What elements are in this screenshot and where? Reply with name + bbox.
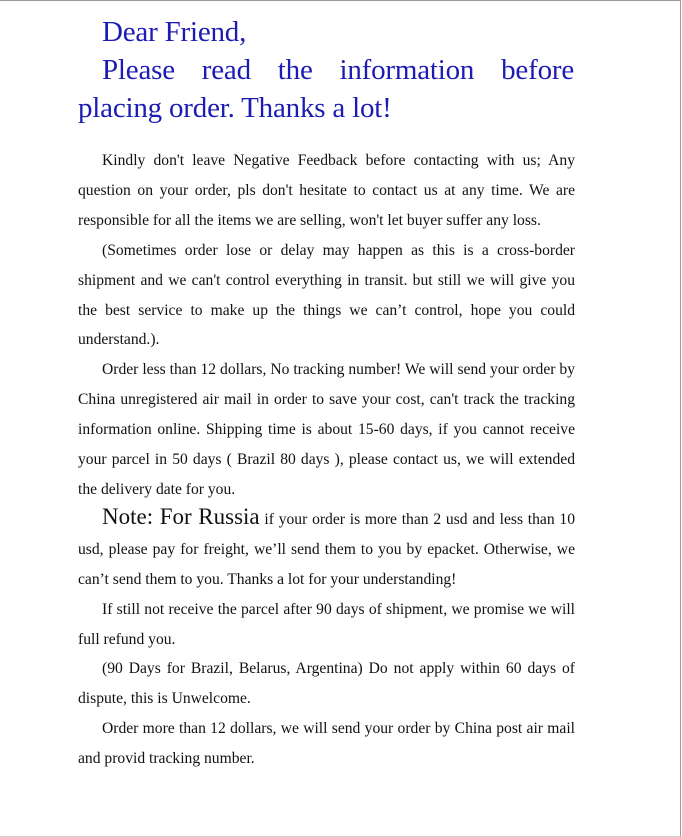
over-12-paragraph: Order more than 12 dollars, we will send your order by China post air mail and provid tracking number. — [78, 720, 575, 768]
russia-note-text: if your order is more than 2 usd and less than 10 usd, please pay for freight, we’ll send them to you by epacket. Otherwise, we can’t send them to you. Thanks a lot for your understanding! — [78, 510, 575, 588]
dispute-paragraph: (90 Days for Brazil, Belarus, Argentina) Do not apply within 60 days of dispute, this is Unwelcome. — [78, 660, 575, 708]
russia-note-paragraph — [78, 505, 575, 595]
feedback-paragraph: Kindly don't leave Negative Feedback before contacting with us; Any question on your order, pls don't hesitate to contact us at any time. We are responsible for all the items we are selling, won't let buyer suffer any loss. — [78, 152, 575, 229]
notice-body — [78, 146, 575, 774]
under-12-paragraph: Order less than 12 dollars, No tracking number! We will send your order by China unregistered air mail in order to save your cost, can't track the tracking information online. Shipping time is about 15-60 days, if you cannot receive your parcel in 50 days ( Brazil 80 days ), please contact us, we will extended the delivery date for you. — [78, 361, 575, 498]
russia-note-label: Note: For Russia — [102, 503, 260, 529]
delay-paragraph: (Sometimes order lose or delay may happen as this is a cross-border shipment and we can't control everything in transit. but still we will give you the best service to make up the things we can’t control, hope you could understand.). — [78, 241, 575, 349]
greeting-heading: Dear Friend, — [102, 16, 247, 48]
refund-paragraph: If still not receive the parcel after 90 days of shipment, we promise we will full refund you. — [78, 600, 575, 648]
intro-heading: Please read the information before placing order. Thanks a lot! — [78, 54, 574, 124]
